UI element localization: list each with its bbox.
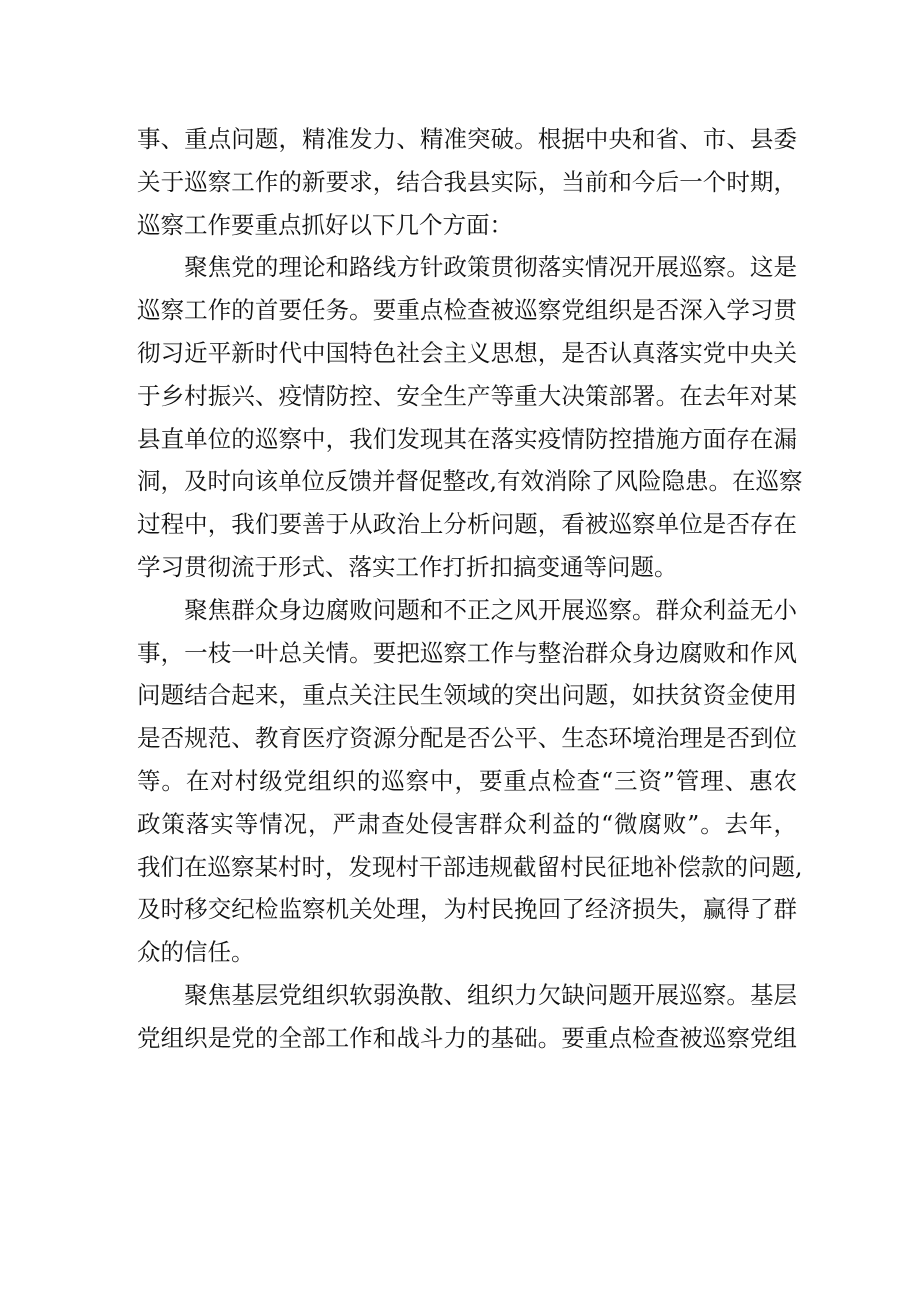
text-line: 关于巡察工作的新要求，结合我县实际，当前和今后一个时期，: [137, 167, 797, 196]
text-line: 等。在对村级党组织的巡察中，要重点检查“三资”管理、惠农: [137, 766, 797, 795]
text-line: 聚焦群众身边腐败问题和不正之风开展巡察。群众利益无小: [137, 595, 797, 624]
text-line: 县直单位的巡察中，我们发现其在落实疫情防控措施方面存在漏: [137, 424, 797, 453]
paragraph: [137, 974, 797, 1060]
text-line: 彻习近平新时代中国特色社会主义思想，是否认真落实党中央关: [137, 338, 797, 367]
text-line: 过程中，我们要善于从政治上分析问题，看被巡察单位是否存在: [137, 510, 797, 539]
text-line: 问题结合起来，重点关注民生领域的突出问题，如扶贫资金使用: [137, 681, 797, 710]
document-body: [137, 118, 803, 1060]
paragraph: [137, 246, 803, 588]
text-line: 于乡村振兴、疫情防控、安全生产等重大决策部署。在去年对某: [137, 381, 797, 410]
text-line: 我们在巡察某村时，发现村干部违规截留村民征地补偿款的问题,: [137, 852, 803, 881]
text-line: 党组织是党的全部工作和战斗力的基础。要重点检查被巡察党组: [137, 1023, 797, 1052]
text-line: 聚焦党的理论和路线方针政策贯彻落实情况开展巡察。这是: [137, 253, 797, 282]
text-line: 事，一枝一叶总关情。要把巡察工作与整治群众身边腐败和作风: [137, 638, 797, 667]
paragraph: [137, 589, 803, 974]
text-line: 学习贯彻流于形式、落实工作打折扣搞变通等问题。: [137, 552, 678, 581]
text-line: 洞，及时向该单位反馈并督促整改,有效消除了风险隐患。在巡察: [137, 467, 803, 496]
text-line: 众的信任。: [137, 938, 255, 967]
text-line: 巡察工作的首要任务。要重点检查被巡察党组织是否深入学习贯: [137, 296, 797, 325]
text-line: 是否规范、教育医疗资源分配是否公平、生态环境治理是否到位: [137, 724, 797, 753]
text-line: 聚焦基层党组织软弱涣散、组织力欠缺问题开展巡察。基层: [137, 980, 797, 1009]
paragraph: [137, 118, 797, 246]
text-line: 事、重点问题，精准发力、精准突破。根据中央和省、市、县委: [137, 125, 797, 153]
text-line: 巡察工作要重点抓好以下几个方面：: [137, 210, 513, 239]
text-line: 政策落实等情况，严肃查处侵害群众利益的“微腐败”。去年，: [137, 809, 797, 838]
text-line: 及时移交纪检监察机关处理，为村民挽回了经济损失，赢得了群: [137, 895, 797, 924]
